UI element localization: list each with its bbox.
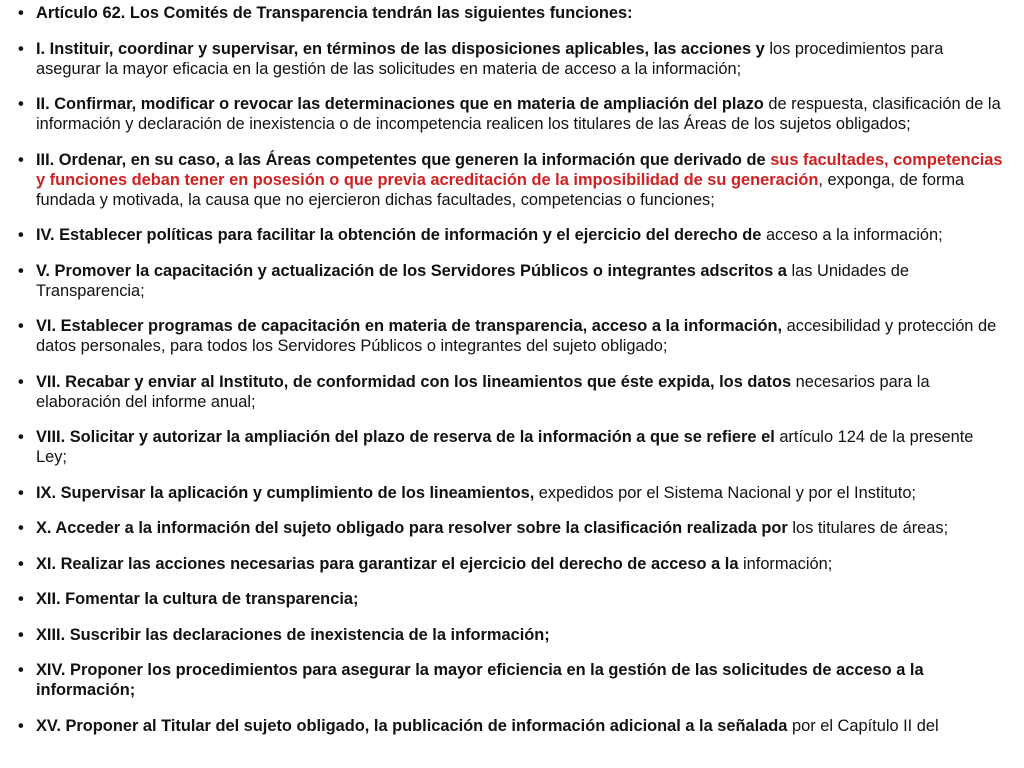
bullet-icon: • [18, 428, 24, 446]
bold-text: XIV. Proponer los procedimientos para asegurar la mayor eficiencia en la gestión de las solicitudes de acceso a la información; [36, 661, 924, 699]
list-item [18, 372, 1008, 412]
bold-text: XV. Proponer al Titular del sujeto obligado, la publicación de información adicional a la señalada [36, 716, 788, 735]
bullet-icon: • [18, 625, 24, 644]
bold-text: XII. Fomentar la cultura de transparencia; [36, 590, 359, 608]
list-item [18, 94, 1008, 134]
bold-text: I. Instituir, coordinar y supervisar, en términos de las disposiciones aplicables, las acciones y [36, 39, 765, 58]
bullet-icon: • [18, 661, 24, 679]
bold-text: X. Acceder a la información del sujeto obligado para resolver sobre la clasificación realizada por [36, 519, 788, 537]
article-heading-item [18, 3, 1008, 23]
bullet-icon: • [18, 554, 24, 573]
plain-text: los titulares de áreas; [787, 519, 949, 537]
list-item [18, 427, 1008, 467]
plain-text: accesibilidad y protección de datos personales, para todos los Servidores Públicos o integrantes del sujeto obligado; [36, 317, 997, 355]
plain-text: necesarios para la elaboración del informe anual; [36, 372, 930, 411]
list-item [18, 625, 1008, 645]
plain-text: acceso a la información; [761, 226, 943, 244]
list-item [18, 554, 1008, 574]
list-item [18, 716, 1008, 736]
bullet-icon: • [18, 95, 24, 113]
bullet-icon: • [18, 261, 24, 280]
bold-text: VIII. Solicitar y autorizar la ampliación del plazo de reserva de la información a que se refiere el [36, 428, 775, 446]
list-item [18, 660, 1008, 700]
highlighted-text: sus facultades, competencias y funciones deban tener en posesión o que previa acreditación de la imposibilidad de su generación [36, 150, 1003, 189]
bold-text: VII. Recabar y enviar al Instituto, de conformidad con los lineamientos que éste expida, los datos [36, 372, 792, 391]
bold-text: V. Promover la capacitación y actualización de los Servidores Públicos o integrantes adscritos a [36, 261, 787, 280]
plain-text: de respuesta, clasificación de la información y declaración de inexistencia o de incompetencia realicen los titulares de las Áreas de los sujetos obligados; [36, 95, 1001, 133]
bold-text: XI. Realizar las acciones necesarias para garantizar el ejercicio del derecho de acceso a la [36, 554, 739, 573]
list-item [18, 589, 1008, 609]
bold-text: Artículo 62. Los Comités de Transparencia tendrán las siguientes funciones: [36, 4, 633, 22]
list-item [18, 316, 1008, 356]
bold-text: IV. Establecer políticas para facilitar la obtención de información y el ejercicio del derecho de [36, 226, 762, 244]
plain-text: , exponga, de forma fundada y motivada, la causa que no ejercieron dichas facultades, competencias o funciones; [36, 170, 965, 209]
plain-text: artículo 124 de la presente Ley; [36, 428, 974, 466]
bold-text: IX. Supervisar la aplicación y cumplimiento de los lineamientos, [36, 483, 535, 502]
bullet-icon: • [18, 150, 24, 169]
bold-text: XIII. Suscribir las declaraciones de inexistencia de la información; [36, 625, 550, 644]
bullet-icon: • [18, 590, 24, 608]
list-item [18, 225, 1008, 245]
bold-text: III. Ordenar, en su caso, a las Áreas competentes que generen la información que derivado de [36, 150, 771, 169]
article-function-list [18, 3, 1008, 736]
bullet-icon: • [18, 372, 24, 391]
bullet-icon: • [18, 317, 24, 335]
list-item [18, 150, 1008, 210]
bold-text: II. Confirmar, modificar o revocar las determinaciones que en materia de ampliación del plazo [36, 95, 764, 113]
bullet-icon: • [18, 226, 24, 244]
list-item [18, 261, 1008, 301]
bold-text: VI. Establecer programas de capacitación en materia de transparencia, acceso a la información, [36, 317, 783, 335]
list-item [18, 39, 1008, 79]
bullet-icon: • [18, 519, 24, 537]
bullet-icon: • [18, 4, 24, 22]
list-item [18, 518, 1008, 538]
plain-text: las Unidades de Transparencia; [36, 261, 910, 300]
bullet-icon: • [18, 483, 24, 502]
bullet-icon: • [18, 39, 24, 58]
list-item [18, 483, 1008, 503]
bullet-icon: • [18, 716, 24, 735]
plain-text: los procedimientos para asegurar la mayor eficacia en la gestión de las solicitudes en materia de acceso a la información; [36, 39, 944, 78]
plain-text: información; [738, 554, 833, 573]
plain-text: por el Capítulo II del [787, 716, 939, 735]
plain-text: expedidos por el Sistema Nacional y por el Instituto; [534, 483, 916, 502]
